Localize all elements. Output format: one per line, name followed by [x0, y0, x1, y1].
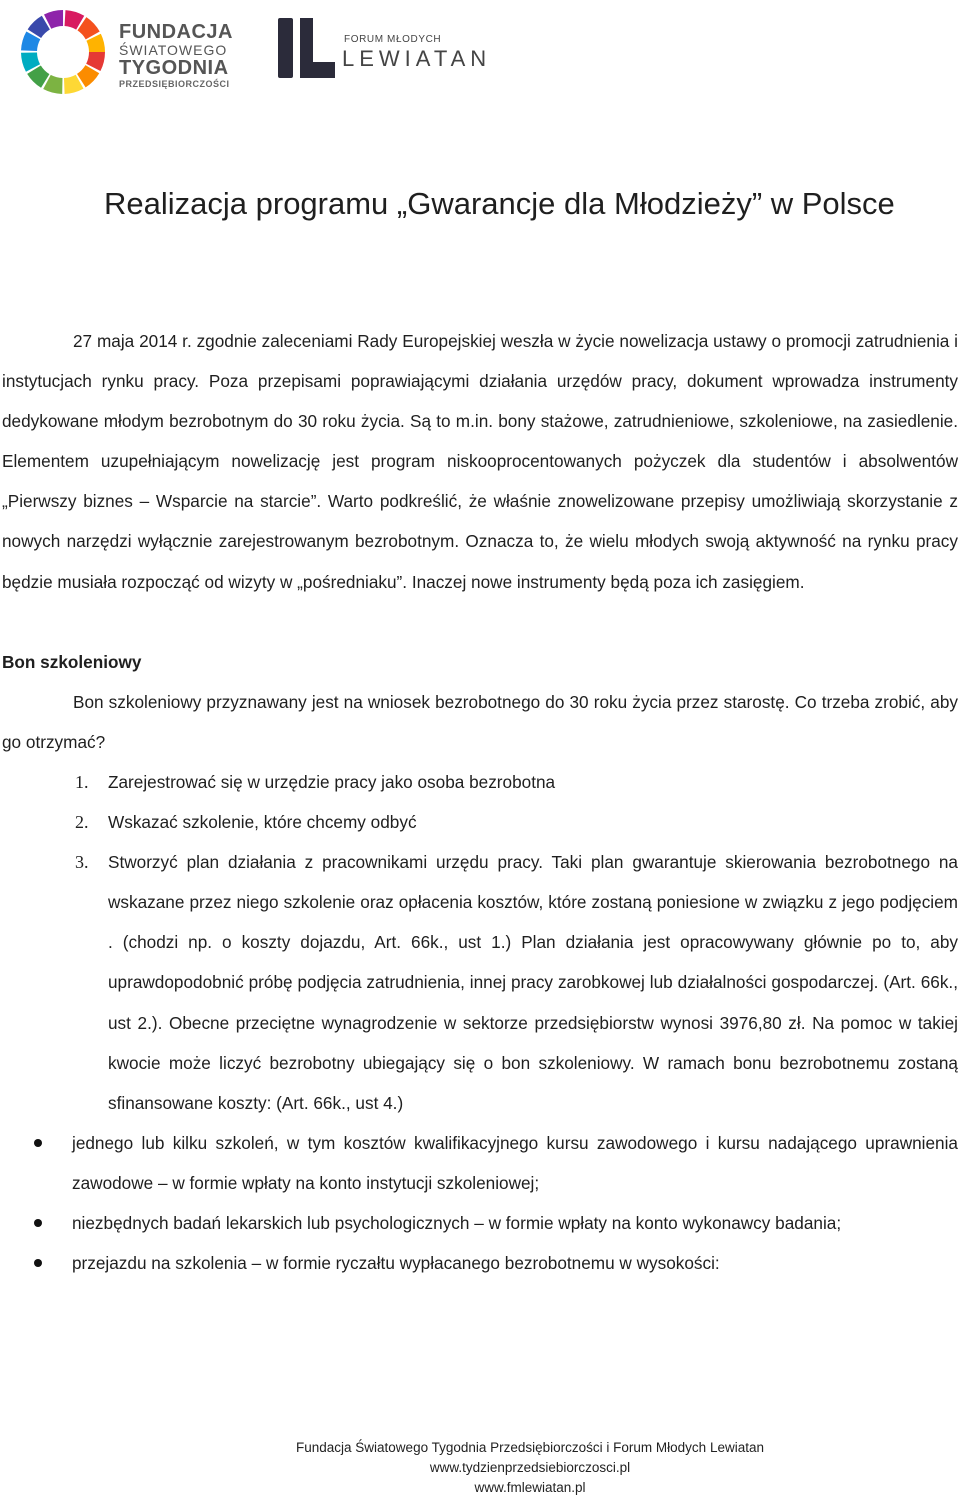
- intro-paragraph: [2, 321, 958, 602]
- step-number: 1.: [75, 771, 89, 792]
- bullet-text: jednego lub kilku szkoleń, w tym kosztów kwalifikacyjnego kursu zawodowego i kursu nadającego uprawnienia zawodowe – w formie wpłaty na konto instytucji szkoleniowej;: [72, 1132, 958, 1193]
- bullet-text: przejazdu na szkolenia – w formie ryczałtu wypłacanego bezrobotnemu w wysokości:: [72, 1253, 720, 1274]
- intro-text-part1: 27 maja 2014 r. zgodnie zaleceniami Rady Europejskiej weszła w życie nowelizacja ustawy o promocji zatrudnienia i instytucjach rynku pracy. Poza przepisami poprawiającymi działania urzędów pracy, dokument wprowadza instrumenty dedykowane młodym bezrobotnym do 30 roku życia. Są to m.in. bony: [2, 331, 958, 432]
- section-intro-paragraph: Bon szkoleniowy przyznawany jest na wniosek bezrobotnego do 30 roku życia przez starostę. Co trzeba zrobić, aby go otrzymać?: [2, 691, 958, 752]
- step-text: Wskazać szkolenie, które chcemy odbyć: [108, 812, 417, 833]
- fundacja-logo-line1: FUNDACJA: [119, 21, 233, 43]
- lewiatan-logo: [276, 14, 496, 84]
- lewiatan-logo-big-text: LEWIATAN: [342, 46, 492, 71]
- fundacja-logo-line2: ŚWIATOWEGO: [119, 42, 228, 58]
- bullet-icon: [34, 1139, 42, 1147]
- lewiatan-mark-icon: [276, 14, 340, 84]
- list-item: [2, 762, 958, 802]
- page-title: Realizacja programu „Gwarancje dla Młodzieży” w Polsce: [104, 186, 895, 221]
- list-item: [2, 1243, 958, 1283]
- footer-organizations: Fundacja Światowego Tygodnia Przedsiębiorczości i Forum Młodych Lewiatan: [296, 1440, 764, 1455]
- footer-link-fmlewiatan[interactable]: www.fmlewiatan.pl: [474, 1480, 586, 1495]
- list-item: [2, 1123, 958, 1203]
- bullet-icon: [34, 1259, 42, 1267]
- bullet-icon: [34, 1219, 42, 1227]
- footer-link-tydzien[interactable]: www.tydzienprzedsiebiorczosci.pl: [429, 1460, 631, 1475]
- steps-list: [2, 762, 958, 1123]
- intro-text-part2: stażowe, zatrudnieniowe, szkoleniowe, na zasiedlenie. Elementem uzupełniającym nowelizację jest program niskooprocentowanych pożyczek dla studentów i absolwentów „Pierwszy biznes – Wsparcie na starcie”. Warto podkreślić, że właśnie znowelizowane przepisy umożliwiają skorzystanie z nowych narzędzi wyłącznie zarejestrowanym bezrobotnym. Oznacza to, że wielu młodych swoją aktywność na rynku pracy będzie musiała rozpocząć od wizyty w „pośredniaku”. Inaczej nowe instrumenty będą poza ich zasięgiem.: [2, 411, 958, 592]
- color-ring-icon: [18, 8, 118, 98]
- step-number: 3.: [75, 852, 89, 873]
- list-item: [2, 842, 958, 1123]
- fundacja-logo: [18, 8, 233, 98]
- fundacja-logo-text: [119, 22, 233, 90]
- list-item: [2, 1203, 958, 1243]
- bullet-text: niezbędnych badań lekarskich lub psychologicznych – w formie wpłaty na konto wykonawcy badania;: [72, 1212, 842, 1233]
- step-number: 2.: [75, 812, 89, 833]
- step-text: Stworzyć plan działania z pracownikami urzędu pracy. Taki plan gwarantuje skierowania bezrobotnego na wskazane przez niego szkolenie oraz opłacenia kosztów, które zostaną poniesione w związku z jego podjęciem . (chodzi np. o koszty dojazdu, Art. 66k., ust 1.) Plan działania jest opracowywany głównie po to, aby uprawdopodobnić próbę podjęcia zatrudnienia, innej pracy zarobkowej lub działalności gospodarczej. (Art. 66k., ust 2.). Obecne przeciętne wynagrodzenie w sektorze przedsiębiorstw wynosi 3976,80 zł. Na pomoc w takiej kwocie może liczyć bezrobotny ubiegający się o bon szkoleniowy. W ramach bonu bezrobotnemu zostaną sfinansowane koszty: (Art. 66k., ust 4.): [108, 852, 958, 1113]
- step-text: Zarejestrować się w urzędzie pracy jako osoba bezrobotna: [108, 771, 556, 792]
- fundacja-logo-line4: PRZEDSIĘBIORCZOŚCI: [119, 79, 230, 89]
- lewiatan-logo-small-text: FORUM MŁODYCH: [344, 34, 442, 45]
- page-footer: [0, 1438, 960, 1498]
- section-heading: Bon szkoleniowy: [2, 651, 142, 672]
- fundacja-logo-line3: TYGODNIA: [119, 57, 229, 79]
- cost-bullet-list: [2, 1123, 958, 1283]
- list-item: [2, 802, 958, 842]
- document-body: [2, 321, 958, 1283]
